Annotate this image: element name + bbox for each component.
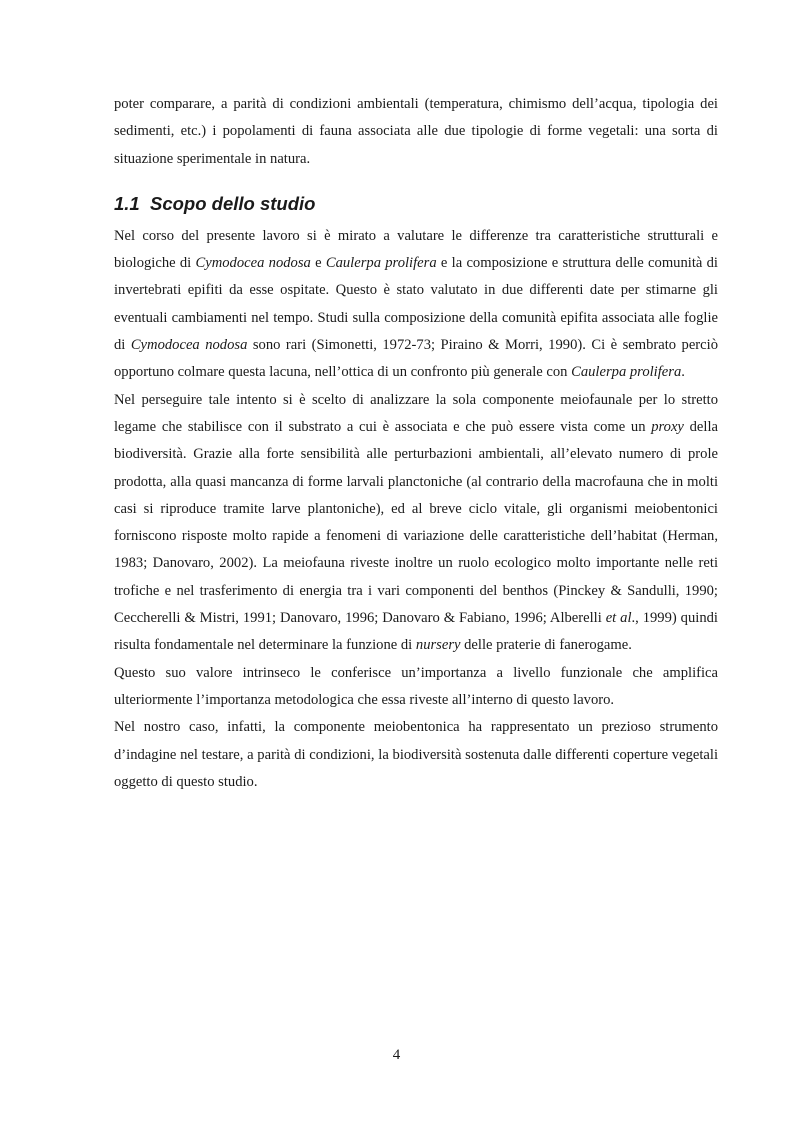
p2-text-g: delle praterie di fanerogame. bbox=[460, 637, 632, 654]
section-number: 1.1 bbox=[114, 192, 140, 214]
page-number: 4 bbox=[392, 1047, 401, 1063]
document-body bbox=[114, 91, 718, 796]
paragraph-1 bbox=[114, 223, 718, 387]
section-title: Scopo dello studio bbox=[150, 192, 316, 214]
p2-term-et-al: et al bbox=[605, 610, 632, 627]
paragraph-2 bbox=[114, 387, 718, 660]
p1-species-cymodocea-2: Cymodocea nodosa bbox=[130, 337, 248, 354]
p2-text-e: ., 1999) quindi risulta fondamentale nel determinare la funzione di bbox=[114, 610, 718, 654]
paragraph-3: Questo suo valore intrinseco le conferisce un’importanza a livello funzionale che amplifica ulteriormente l’importanza metodologica che essa riveste all’interno di questo lavoro. bbox=[114, 664, 718, 708]
p1-text-c: e bbox=[310, 255, 326, 272]
p2-term-nursery: nursery bbox=[415, 637, 461, 654]
p1-text-a: Nel corso del presente lavoro si è mirato a valutare le differenze tra caratteristiche strutturali e biologiche di bbox=[114, 227, 718, 272]
p1-species-caulerpa: Caulerpa prolifera bbox=[325, 255, 437, 272]
p1-text-i: . bbox=[681, 364, 685, 381]
p1-species-cymodocea: Cymodocea nodosa bbox=[195, 255, 311, 272]
p2-text-a: Nel perseguire tale intento si è scelto di analizzare la sola componente meiofaunale per lo stretto legame che stabilisce con il substrato a cui è associata e che può essere vista come un bbox=[114, 391, 718, 435]
section-heading bbox=[114, 191, 718, 217]
paragraph-4: Nel nostro caso, infatti, la componente meiobentonica ha rappresentato un prezioso strumento d’indagine nel testare, a parità di condizioni, la biodiversità sostenuta dalle differenti coperture vegetali oggetto di questo studio. bbox=[114, 719, 718, 790]
p1-text-g: sono rari (Simonetti, 1972-73; Piraino & Morri, 1990). Ci è sembrato perciò opportuno colmare questa lacuna, nell’ottica di un confronto più generale con bbox=[114, 337, 718, 381]
p1-text-e: e la composizione e struttura delle comunità di invertebrati epifiti da esse ospitate. Questo è stato valutato in due differenti date per stimarne gli eventuali cambiamenti nel tempo. Studi sulla composizione della comunità epifita associata alle foglie di bbox=[114, 255, 718, 354]
intro-paragraph: poter comparare, a parità di condizioni ambientali (temperatura, chimismo dell’acqua, tipologia dei sedimenti, etc.) i popolamenti di fauna associata alle due tipologie di forme vegetali: una sorta di situazione sperimentale in natura. bbox=[114, 96, 718, 167]
p2-text-c: della biodiversità. Grazie alla forte sensibilità alle perturbazioni ambientali, all’elevato numero di prole prodotta, alla quasi mancanza di forme larvali planctoniche (al contrario della macrofauna che in molti casi si riproduce tramite larve plantoniche), ed al breve ciclo vitale, gli organismi meiobentonici forniscono risposte molto rapide a fenomeni di variazione delle caratteristiche dell’habitat (Herman, 1983; Danovaro, 2002). La meiofauna riveste inoltre un ruolo ecologico molto importante nelle reti trofiche e nel trasferimento di energia tra i vari componenti del benthos (Pinckey & Sandulli, 1990; Ceccherelli & Mistri, 1991; Danovaro, 1996; Danovaro & Fabiano, 1996; Alberelli bbox=[114, 418, 718, 627]
p2-term-proxy: proxy bbox=[651, 418, 684, 435]
p1-species-caulerpa-2: Caulerpa prolifera bbox=[571, 364, 682, 381]
